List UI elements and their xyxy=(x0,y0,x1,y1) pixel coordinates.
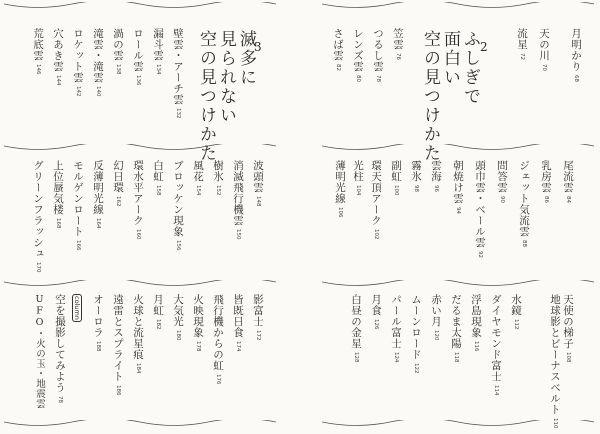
chapter-title-line: 空の見つけかた xyxy=(420,30,440,163)
entry-title: 壁雲・アーチ雲 xyxy=(172,28,184,105)
toc-entry[interactable] xyxy=(562,294,573,363)
column-line: 空を撮影してみよう xyxy=(54,294,66,393)
entry-title: 波頭雲 xyxy=(252,160,264,193)
entry-page: 182 xyxy=(155,319,161,330)
entry-title: 反薄明光線 xyxy=(92,160,104,215)
toc-entry[interactable] xyxy=(450,294,461,363)
toc-entry[interactable] xyxy=(350,294,361,363)
column-entry[interactable] xyxy=(34,294,45,409)
entry-page: 148 xyxy=(255,196,261,207)
entry-title: 月明かり xyxy=(570,28,582,72)
divider-wave xyxy=(322,144,594,152)
entry-page: 156 xyxy=(175,240,181,251)
entry-page: 98 xyxy=(413,185,419,192)
entry-page: 70 xyxy=(541,64,547,71)
entry-title: レンズ雲 xyxy=(352,28,364,72)
entry-title: 天の川 xyxy=(538,28,550,61)
entry-title: 渦の雲 xyxy=(112,28,124,61)
entry-title: グリーンフラッシュ xyxy=(32,160,44,259)
entry-title: 流星 xyxy=(516,28,528,50)
entry-title: 幻日環 xyxy=(112,160,124,193)
entry-page: 122 xyxy=(413,363,419,374)
entry-page: 136 xyxy=(135,75,141,86)
toc-entry[interactable] xyxy=(232,294,243,352)
entry-page: 86 xyxy=(543,196,549,203)
entry-title: 滝雲・滝雲 xyxy=(92,28,104,83)
entry-page: 184 xyxy=(135,363,141,374)
toc-entry[interactable] xyxy=(410,294,421,374)
entry-page: 112 xyxy=(513,319,519,330)
toc-entry[interactable] xyxy=(152,294,163,330)
entry-title: 地球影とビーナスベルト xyxy=(549,294,561,415)
entry-page: 180 xyxy=(175,330,181,341)
entry-page: 102 xyxy=(373,229,379,240)
entry-title: ロケット雲 xyxy=(72,28,84,83)
entry-page: 100 xyxy=(393,185,399,196)
toc-entry[interactable] xyxy=(172,28,183,119)
entry-page: 150 xyxy=(235,229,241,240)
toc-entry[interactable] xyxy=(518,160,529,247)
entry-title: 影富士 xyxy=(252,294,264,327)
toc-entry[interactable] xyxy=(92,28,103,97)
entry-title: 白虹 xyxy=(152,160,164,182)
chapter-number: 2 xyxy=(480,40,488,54)
entry-page: 90 xyxy=(499,196,505,203)
entry-title: ブロッケン現象 xyxy=(172,160,184,237)
entry-page: 142 xyxy=(75,86,81,97)
toc-entry[interactable] xyxy=(192,294,203,352)
entry-title: 消滅飛行機雲 xyxy=(232,160,244,226)
entry-title: 風花 xyxy=(192,160,204,182)
chapter-title-line: 面白い xyxy=(440,30,460,87)
toc-entry[interactable] xyxy=(252,294,263,341)
entry-page: 152 xyxy=(215,185,221,196)
entry-page: 78 xyxy=(57,396,63,403)
entry-title: 問答雲 xyxy=(496,160,508,193)
entry-title: ダイヤモンド富士 xyxy=(490,294,502,382)
entry-title: 浮島現象 xyxy=(470,294,482,338)
toc-entry[interactable] xyxy=(352,28,363,82)
chapter-title-line: 見られない xyxy=(216,30,236,125)
entry-page: 132 xyxy=(175,108,181,119)
entry-page: 68 xyxy=(573,75,579,82)
toc-entry[interactable] xyxy=(390,160,401,196)
entry-title: 白昼の金星 xyxy=(350,294,362,349)
entry-title: オーロラ xyxy=(92,294,104,338)
entry-title: 穴あき雲 xyxy=(52,28,64,72)
toc-entry[interactable] xyxy=(430,160,441,192)
entry-title: 皆既日食 xyxy=(232,294,244,338)
toc-entry[interactable] xyxy=(516,28,527,60)
toc-entry[interactable] xyxy=(332,28,343,71)
entry-page: 188 xyxy=(95,341,101,352)
toc-entry[interactable] xyxy=(32,28,43,75)
entry-title: さば雲 xyxy=(332,28,344,61)
toc-entry[interactable] xyxy=(72,160,83,251)
entry-title: 環天頂アーク xyxy=(370,160,382,226)
entry-page: 120 xyxy=(433,330,439,341)
entry-title: 荒底雲 xyxy=(32,28,44,61)
entry-page: 178 xyxy=(195,341,201,352)
entry-page: 104 xyxy=(355,185,361,196)
toc-entry[interactable] xyxy=(212,160,223,196)
toc-entry[interactable] xyxy=(72,28,83,97)
divider-wave xyxy=(322,2,594,10)
toc-entry[interactable] xyxy=(172,160,183,251)
entry-title: 月食 xyxy=(370,294,382,316)
entry-title: パール富士 xyxy=(390,294,402,349)
toc-entry[interactable] xyxy=(490,294,501,396)
toc-entry[interactable] xyxy=(410,160,421,192)
toc-entry[interactable] xyxy=(510,294,521,330)
entry-title: 頭巾雲・ベール雲 xyxy=(474,160,486,248)
entry-page: 146 xyxy=(35,64,41,75)
toc-entry[interactable] xyxy=(112,28,123,75)
entry-page: 176 xyxy=(215,374,221,385)
entry-title: 副虹 xyxy=(390,160,402,182)
entry-title: 水鏡 xyxy=(510,294,522,316)
entry-page: 168 xyxy=(55,218,61,229)
toc-entry[interactable] xyxy=(496,160,507,203)
entry-title: 火球と流星痕 xyxy=(132,294,144,360)
toc-entry[interactable] xyxy=(52,160,63,229)
entry-title: モルゲンロート xyxy=(72,160,84,237)
entry-page: 94 xyxy=(455,207,461,214)
entry-page: 138 xyxy=(115,64,121,75)
entry-page: 124 xyxy=(393,352,399,363)
toc-entry[interactable] xyxy=(112,294,123,396)
toc-entry[interactable] xyxy=(430,294,441,341)
toc-entry[interactable] xyxy=(390,294,401,363)
toc-entry[interactable] xyxy=(32,160,43,273)
entry-title: ロール雲 xyxy=(132,28,144,72)
entry-page: 116 xyxy=(473,341,479,352)
toc-entry[interactable] xyxy=(474,160,485,258)
toc-entry[interactable] xyxy=(132,160,143,240)
toc-entry[interactable] xyxy=(570,28,581,82)
entry-title: つるし雲 xyxy=(372,28,384,72)
column-line: UFO・火の玉・地震雲 xyxy=(34,294,45,409)
toc-entry[interactable] xyxy=(92,294,103,352)
entry-title: 笠雲 xyxy=(392,28,404,50)
entry-title: 光柱 xyxy=(352,160,364,182)
toc-entry[interactable] xyxy=(532,294,560,429)
entry-page: 134 xyxy=(155,64,161,75)
entry-page: 128 xyxy=(353,352,359,363)
divider-wave xyxy=(4,144,276,152)
toc-entry[interactable] xyxy=(132,28,143,86)
toc-entry[interactable] xyxy=(92,160,103,229)
entry-title: 薄明光線 xyxy=(334,160,346,204)
toc-entry[interactable] xyxy=(470,294,481,352)
entry-title: 天使の梯子 xyxy=(562,294,574,349)
toc-entry[interactable] xyxy=(132,294,143,374)
entry-page: 160 xyxy=(135,229,141,240)
entry-title: 霧氷 xyxy=(410,160,422,182)
entry-title: 朝焼け雲 xyxy=(452,160,464,204)
entry-title: 乳房雲 xyxy=(540,160,552,193)
column-entry[interactable] xyxy=(54,294,65,403)
entry-title: 飛行機からの虹 xyxy=(212,294,224,371)
entry-page: 154 xyxy=(195,185,201,196)
entry-page: 174 xyxy=(235,341,241,352)
entry-title: 雲海 xyxy=(430,160,442,182)
toc-entry[interactable] xyxy=(252,160,263,207)
entry-page: 108 xyxy=(565,352,571,363)
toc-entry[interactable] xyxy=(392,28,403,60)
entry-title: 火映現象 xyxy=(192,294,204,338)
chapter-title-line: ふしぎで xyxy=(460,30,480,106)
toc-entry[interactable] xyxy=(172,294,183,341)
entry-title: ジェット気流雲 xyxy=(518,160,530,237)
column-label: column xyxy=(73,296,81,320)
divider-wave xyxy=(4,280,276,288)
chapter-number: 3 xyxy=(254,40,262,54)
divider-wave xyxy=(322,280,594,288)
toc-entry[interactable] xyxy=(334,160,345,218)
entry-page: 82 xyxy=(335,64,341,71)
entry-page: 84 xyxy=(565,196,571,203)
entry-page: 144 xyxy=(55,75,61,86)
entry-page: 118 xyxy=(453,352,459,363)
entry-page: 114 xyxy=(493,385,499,396)
entry-page: 96 xyxy=(433,185,439,192)
toc-entry[interactable] xyxy=(370,160,381,240)
entry-page: 106 xyxy=(337,207,343,218)
entry-title: 赤い月 xyxy=(430,294,442,327)
divider-wave xyxy=(4,420,276,428)
entry-page: 110 xyxy=(552,418,558,429)
entry-page: 92 xyxy=(477,251,483,258)
chapter-title-line: 滅多に xyxy=(236,30,256,87)
toc-entry[interactable] xyxy=(540,160,551,203)
entry-title: 遠雷とスプライト xyxy=(112,294,124,382)
entry-title: だるま太陽 xyxy=(450,294,462,349)
entry-title: 大気光 xyxy=(172,294,184,327)
entry-page: 80 xyxy=(355,75,361,82)
entry-page: 158 xyxy=(155,185,161,196)
toc-entry[interactable] xyxy=(192,160,203,196)
entry-page: 172 xyxy=(255,330,261,341)
toc-entry[interactable] xyxy=(232,160,243,240)
entry-title: ムーンロード xyxy=(410,294,422,360)
chapter-title-line: 空の見つけかた xyxy=(196,30,216,163)
toc-entry[interactable] xyxy=(112,160,123,207)
toc-entry[interactable] xyxy=(152,160,163,196)
entry-page: 164 xyxy=(95,218,101,229)
toc-entry[interactable] xyxy=(352,160,363,196)
entry-title: 上位蜃気楼 xyxy=(52,160,64,215)
entry-title: 尾流雲 xyxy=(562,160,574,193)
divider-wave xyxy=(4,2,276,10)
toc-entry[interactable] xyxy=(52,28,63,86)
entry-title: 環水平アーク xyxy=(132,160,144,226)
toc-entry[interactable] xyxy=(152,28,163,75)
entry-page: 140 xyxy=(95,86,101,97)
entry-page: 78 xyxy=(375,75,381,82)
entry-page: 186 xyxy=(115,385,121,396)
toc-entry[interactable] xyxy=(562,160,573,203)
entry-page: 88 xyxy=(521,240,527,247)
toc-entry[interactable] xyxy=(452,160,463,214)
entry-page: 126 xyxy=(373,319,379,330)
entry-page: 166 xyxy=(75,240,81,251)
entry-page: 76 xyxy=(395,53,401,60)
entry-page: 170 xyxy=(35,262,41,273)
toc-entry[interactable] xyxy=(538,28,549,71)
entry-page: 72 xyxy=(519,53,525,60)
entry-title: 樹氷 xyxy=(212,160,224,182)
entry-title: 漏斗雲 xyxy=(152,28,164,61)
toc-entry[interactable] xyxy=(372,28,383,82)
toc-entry[interactable] xyxy=(212,294,223,385)
entry-page: 162 xyxy=(115,196,121,207)
entry-title: 月虹 xyxy=(152,294,164,316)
toc-entry[interactable] xyxy=(370,294,381,330)
